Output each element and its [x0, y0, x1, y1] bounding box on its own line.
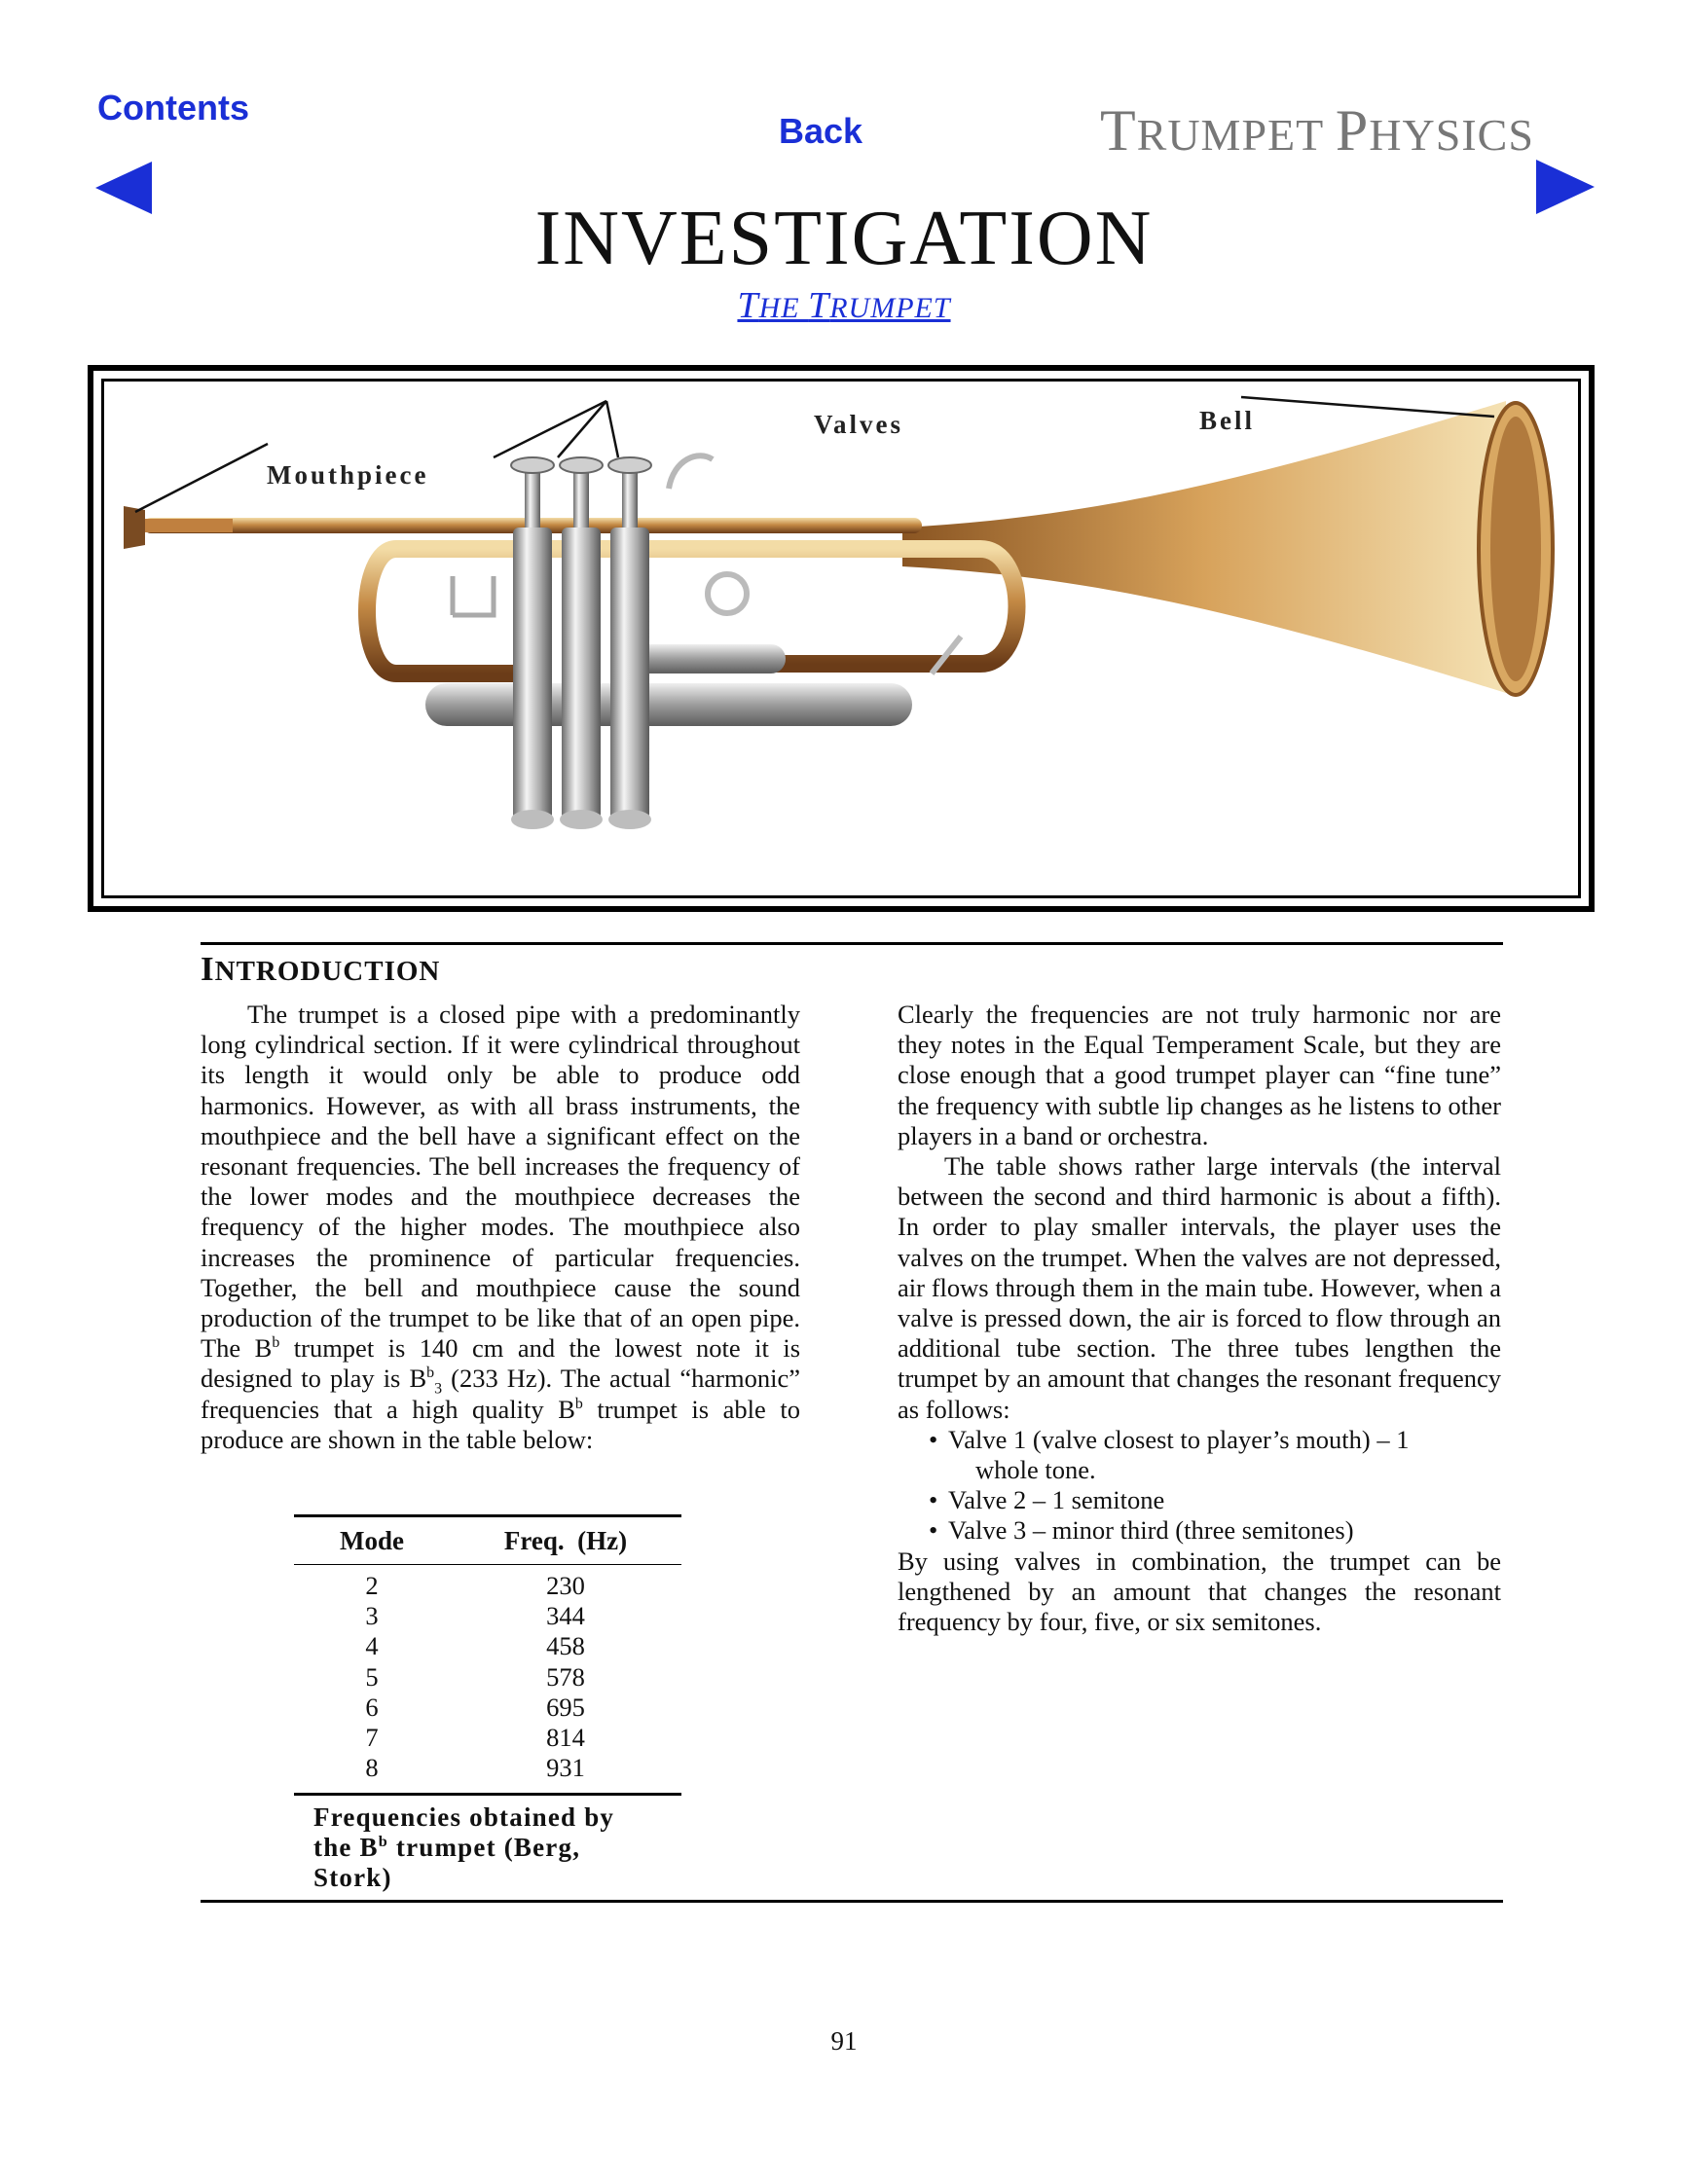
paragraph-harmonics: Clearly the frequencies are not truly harmonic nor are they notes in the Equal Temperament Scale, but they are close enough that a good trumpet player can “fine tune” the frequency with subtle lip changes as he listens to other players in a band or orchestra.	[898, 1000, 1501, 1150]
intro-paragraph: The trumpet is a closed pipe with a predominantly long cylindrical section. If it were cylindrical throughout its length it would only be able to produce odd harmonics. However, as with all brass instruments, the mouthpiece and the bell have a significant effect on the resonant frequencies. The bell increases the frequency of the lower modes and the mouthpiece decreases the frequency of the higher modes. The mouthpiece also increases the prominence of particular frequencies. Together, the bell and mouthpiece cause the sound production of the trumpet to be like that of an open pipe. The $B^b$ trumpet is 140 cm and the lowest note it is designed to play is $B^b_3$ (233 Hz). The actual “harmonic” frequencies that a high quality $B^b$ trumpet is able to produce are shown in the table below:	[201, 1000, 801, 1454]
trumpet-illustration	[104, 382, 1581, 898]
valve-stem	[573, 469, 589, 528]
paragraph-combination: By using valves in combination, the trumpet can be lengthened by an amount that changes the resonant frequency by four, five, or six semitones.	[898, 1546, 1501, 1637]
header-frequency: Freq. (Hz)	[503, 1525, 628, 1555]
table-row: 2 230	[365, 1571, 585, 1601]
section-heading: INTRODUCTION	[201, 950, 441, 988]
bell-label: Bell	[1199, 406, 1255, 435]
table-caption: Frequencies obtained by the $B^b$ trumpet (Berg, Stork)	[313, 1802, 615, 1892]
back-link[interactable]: Back	[779, 111, 863, 151]
valve-button	[560, 457, 603, 473]
valves-label: Valves	[814, 410, 904, 439]
valve-stem	[525, 469, 540, 528]
section-bottom-rule	[201, 1900, 1503, 1903]
frequency-table	[294, 1514, 681, 1796]
valve-list	[898, 1425, 1501, 1547]
table-header	[294, 1517, 681, 1564]
valve-button	[608, 457, 651, 473]
finger-hook	[669, 455, 713, 489]
table-row: 6 695	[365, 1692, 585, 1722]
mouthpiece-cup	[124, 506, 145, 549]
contents-link[interactable]: Contents	[97, 88, 249, 127]
lower-slide	[425, 683, 912, 726]
table-row: 5 578	[365, 1661, 585, 1692]
book-title: TRUMPET PHYSICS	[1100, 98, 1534, 163]
table-row: 4 458	[365, 1631, 585, 1661]
thumb-hook	[453, 576, 494, 615]
valve-cap	[608, 810, 651, 829]
valve-2	[562, 528, 601, 819]
list-item: • Valve 3 – minor third (three semitones)	[929, 1515, 1354, 1546]
paragraph-valves: The table shows rather large intervals (the interval between the second and third harmonic is about a fifth). In order to play smaller intervals, the player uses the valves on the trumpet. When the valves are not depressed, air flows through them in the main tube. However, when a valve is pressed down, the air is forced to flow through an additional tube section. The three tubes lengthen the trumpet by an amount that changes the resonant frequency as follows:	[898, 1151, 1501, 1424]
mouthpiece-label: Mouthpiece	[267, 460, 429, 490]
page-number: 91	[830, 2026, 858, 2056]
list-item: • Valve 2 – 1 semitone	[929, 1485, 1165, 1515]
section-top-rule	[201, 942, 1503, 945]
page-title: INVESTIGATION	[534, 196, 1154, 281]
table-row: 8 931	[365, 1753, 585, 1783]
bell-inner	[1490, 417, 1541, 681]
mouthpiece-shank	[145, 519, 233, 532]
finger-ring	[708, 574, 747, 613]
trumpet-figure	[88, 365, 1595, 912]
table-row: 7 814	[365, 1723, 585, 1753]
trumpet-photo	[101, 379, 1581, 898]
table-row: 3 344	[365, 1601, 585, 1631]
valve-3	[610, 528, 649, 819]
list-item: • Valve 1 (valve closest to player’s mouth) – 1 whole tone.	[929, 1424, 1410, 1485]
left-column	[201, 1000, 800, 1455]
valve-button	[511, 457, 554, 473]
header-mode: Mode	[340, 1525, 404, 1555]
page-subtitle-link[interactable]: THE TRUMPET	[737, 285, 951, 326]
valve-cap	[560, 810, 603, 829]
valve-1	[513, 528, 552, 819]
right-column	[898, 1000, 1501, 1637]
valve-cap	[511, 810, 554, 829]
valve-stem	[622, 469, 638, 528]
